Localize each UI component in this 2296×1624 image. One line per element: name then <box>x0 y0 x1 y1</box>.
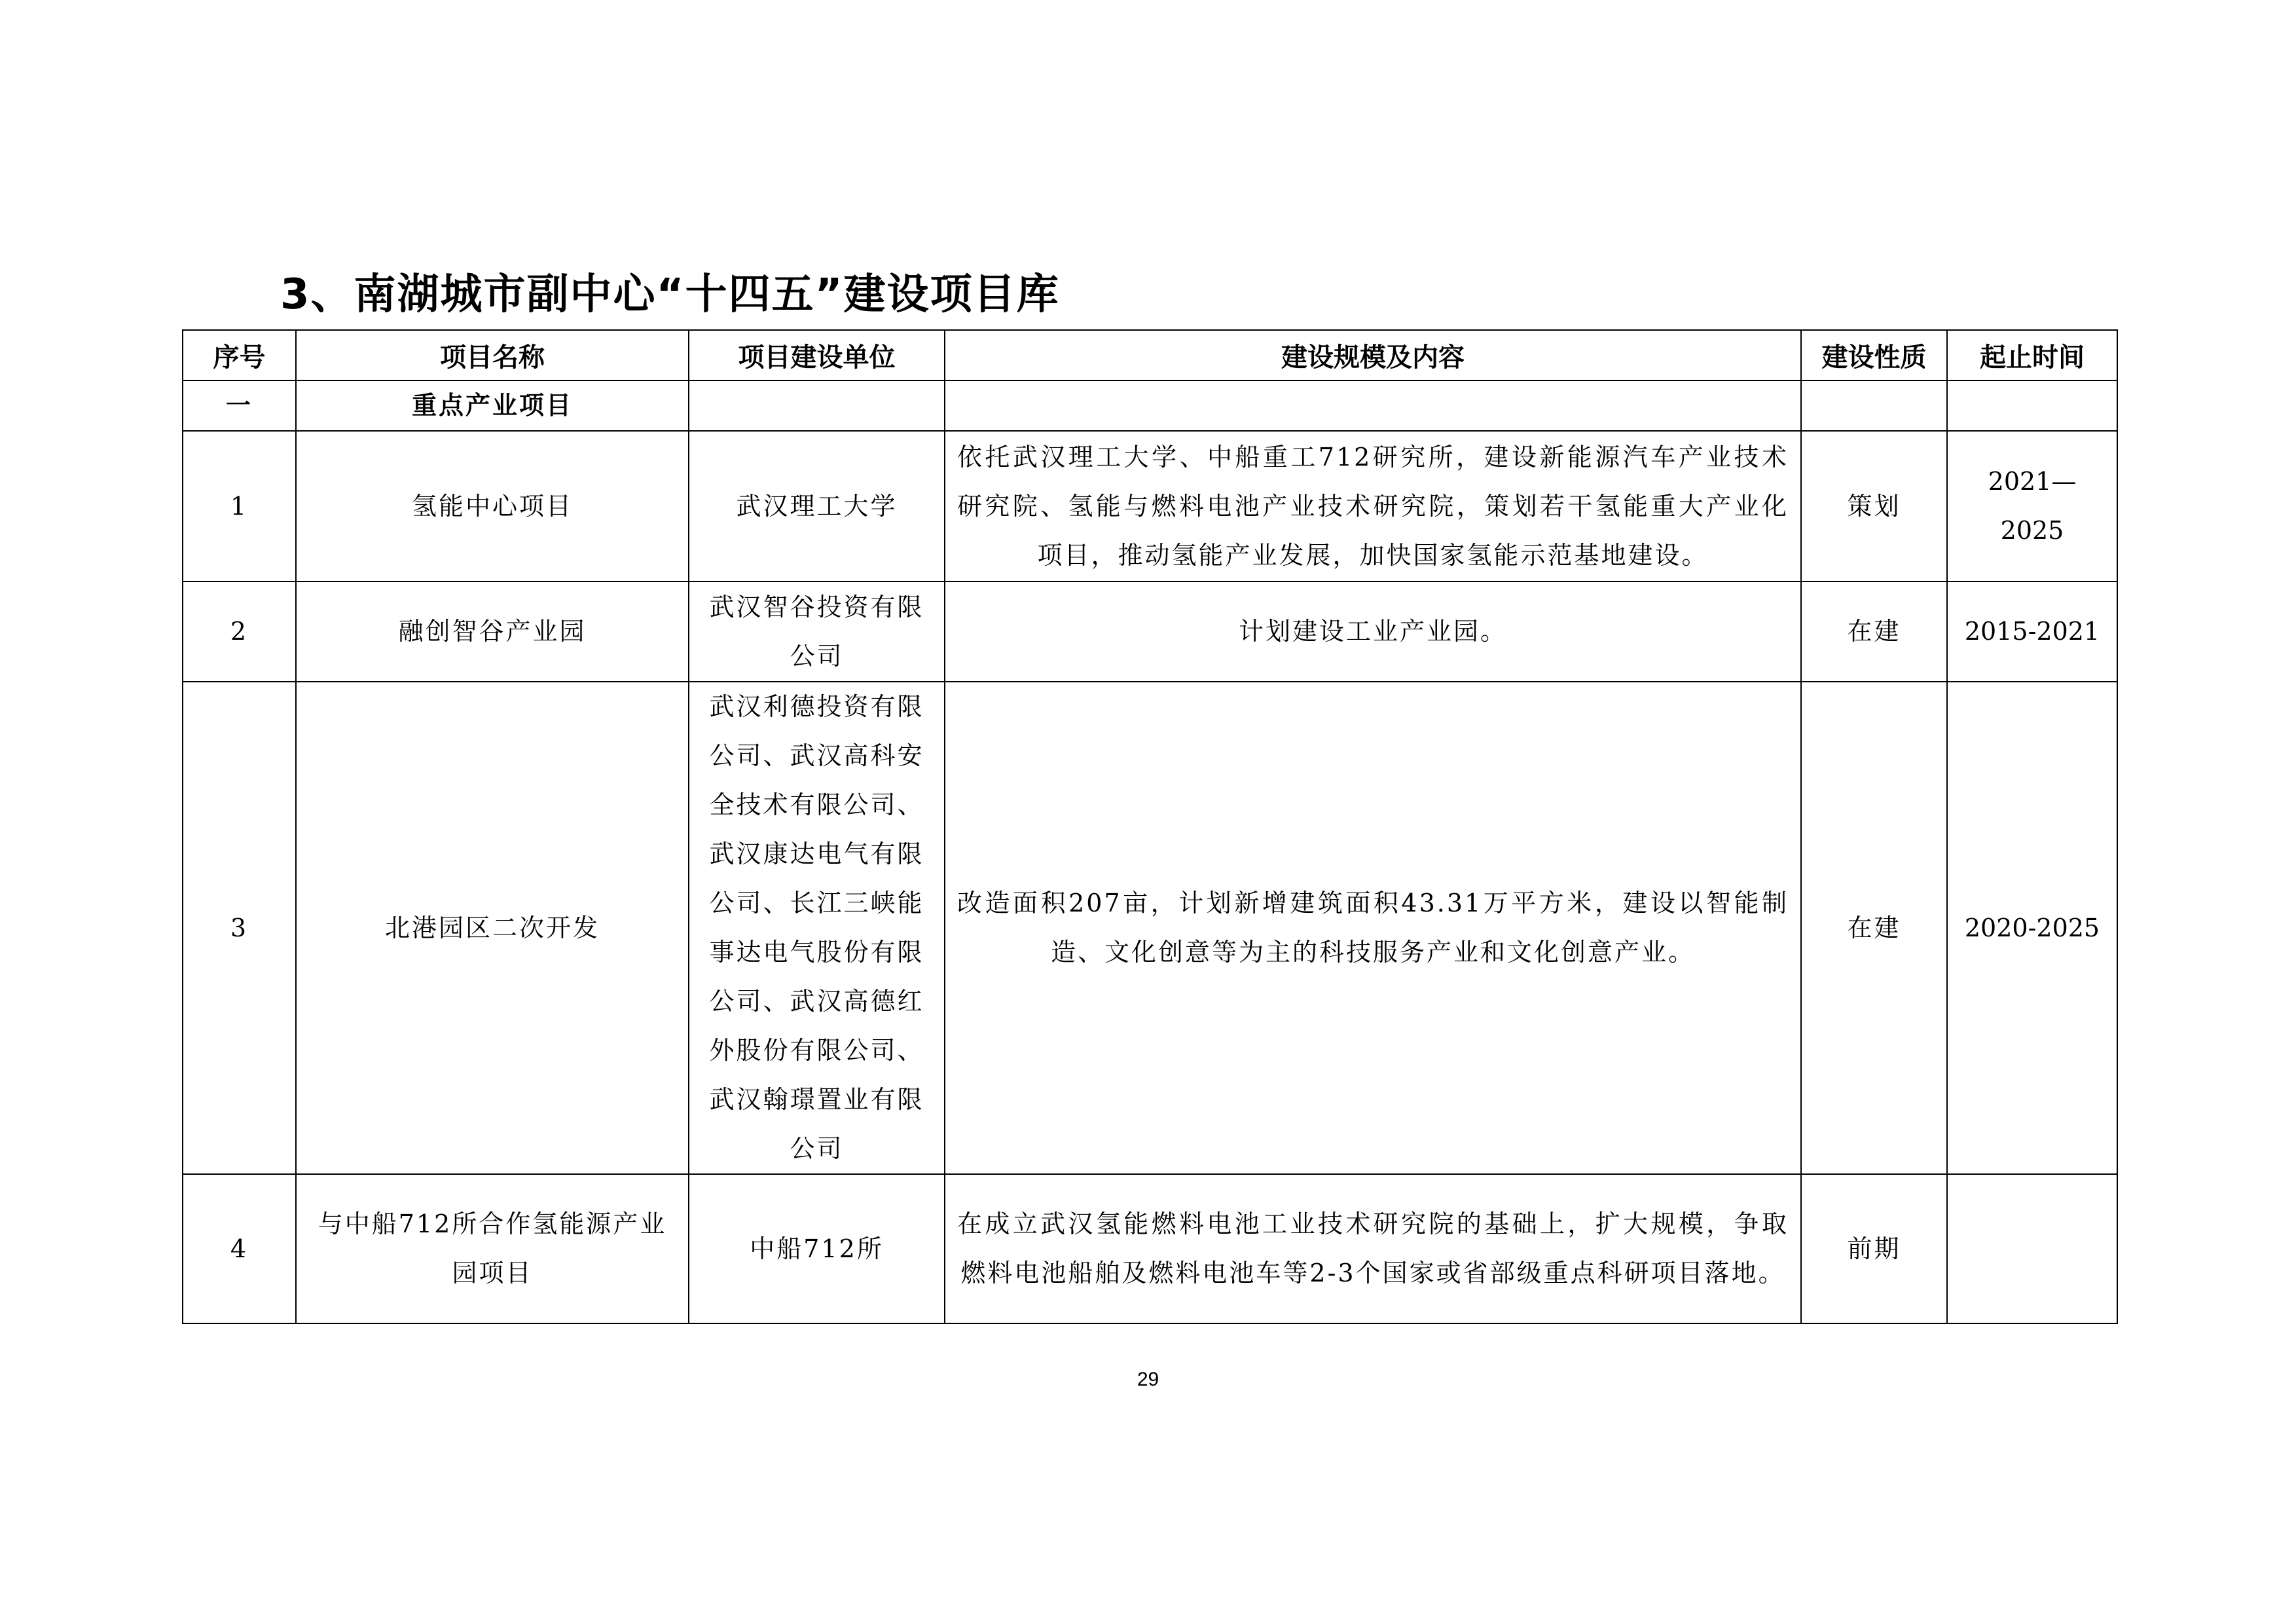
section-index: 一 <box>183 380 296 431</box>
row-index: 1 <box>183 431 296 581</box>
row-construction-unit: 武汉利德投资有限公司、武汉高科安全技术有限公司、武汉康达电气有限公司、长江三峡能事达电气股份有限公司、武汉高德红外股份有限公司、武汉翰璟置业有限公司 <box>689 682 945 1174</box>
row-content: 计划建设工业产业园。 <box>945 581 1801 682</box>
row-nature: 在建 <box>1801 581 1947 682</box>
row-period: 2021—2025 <box>1947 431 2117 581</box>
row-project-name: 与中船712所合作氢能源产业园项目 <box>296 1174 689 1323</box>
table-cell <box>689 380 945 431</box>
header-index: 序号 <box>183 330 296 380</box>
row-content: 改造面积207亩，计划新增建筑面积43.31万平方米，建设以智能制造、文化创意等为主的科技服务产业和文化创意产业。 <box>945 682 1801 1174</box>
table-header-row <box>183 330 2117 380</box>
table-cell <box>1801 380 1947 431</box>
row-construction-unit: 武汉智谷投资有限公司 <box>689 581 945 682</box>
row-period <box>1947 1174 2117 1323</box>
row-index: 2 <box>183 581 296 682</box>
row-project-name: 北港园区二次开发 <box>296 682 689 1174</box>
table-cell <box>1947 380 2117 431</box>
section-name: 重点产业项目 <box>296 380 689 431</box>
row-index: 3 <box>183 682 296 1174</box>
header-scale-content: 建设规模及内容 <box>945 330 1801 380</box>
header-nature: 建设性质 <box>1801 330 1947 380</box>
row-content: 在成立武汉氢能燃料电池工业技术研究院的基础上，扩大规模，争取燃料电池船舶及燃料电池车等2-3个国家或省部级重点科研项目落地。 <box>945 1174 1801 1323</box>
header-construction-unit: 项目建设单位 <box>689 330 945 380</box>
header-project-name: 项目名称 <box>296 330 689 380</box>
row-content: 依托武汉理工大学、中船重工712研究所，建设新能源汽车产业技术研究院、氢能与燃料电池产业技术研究院，策划若干氢能重大产业化项目，推动氢能产业发展，加快国家氢能示范基地建设。 <box>945 431 1801 581</box>
row-index: 4 <box>183 1174 296 1323</box>
row-construction-unit: 中船712所 <box>689 1174 945 1323</box>
project-table <box>182 329 2118 1324</box>
row-project-name: 融创智谷产业园 <box>296 581 689 682</box>
row-nature: 前期 <box>1801 1174 1947 1323</box>
row-project-name: 氢能中心项目 <box>296 431 689 581</box>
table-row <box>183 581 2117 682</box>
table-cell <box>945 380 1801 431</box>
page-title: 3、南湖城市副中心“十四五”建设项目库 <box>280 270 1060 319</box>
page-number: 29 <box>1137 1369 1159 1390</box>
table-row <box>183 1174 2117 1323</box>
row-nature: 策划 <box>1801 431 1947 581</box>
header-period: 起止时间 <box>1947 330 2117 380</box>
section-row <box>183 380 2117 431</box>
table-row <box>183 431 2117 581</box>
table-row <box>183 682 2117 1174</box>
row-nature: 在建 <box>1801 682 1947 1174</box>
row-period: 2015-2021 <box>1947 581 2117 682</box>
row-construction-unit: 武汉理工大学 <box>689 431 945 581</box>
row-period: 2020-2025 <box>1947 682 2117 1174</box>
